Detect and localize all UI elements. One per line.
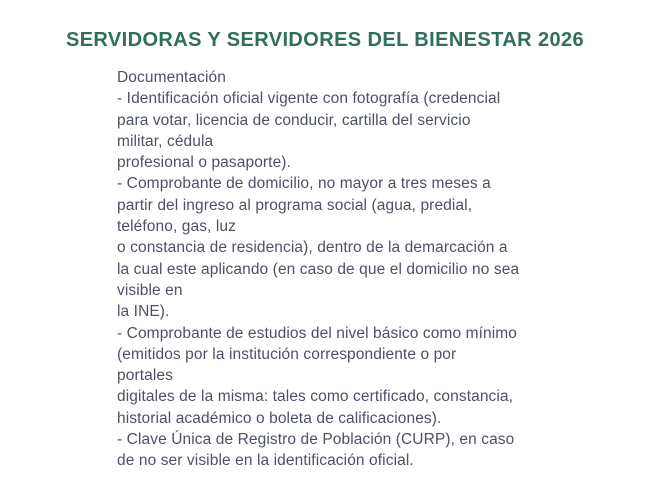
text-line: Documentación (117, 69, 226, 86)
text-line: - Identificación oficial vigente con fotografía (credencial (117, 90, 501, 108)
text-line: digitales de la misma: tales como certificado, constancia, (117, 388, 514, 406)
text-line: portales (117, 367, 173, 385)
text-line: teléfono, gas, luz (117, 218, 236, 236)
text-line: - Clave Única de Registro de Población (CURP), en caso (117, 431, 515, 449)
text-line: la cual este aplicando (en caso de que el domicilio no sea (117, 260, 520, 278)
text-line: de no ser visible en la identificación oficial. (117, 452, 414, 470)
text-line: (emitidos por la institución correspondiente o por (117, 345, 457, 363)
page-title: SERVIDORAS Y SERVIDORES DEL BIENESTAR 2026 (65, 29, 585, 51)
text-line: la INE). (117, 303, 170, 321)
text-line: partir del ingreso al programa social (agua, predial, (117, 196, 473, 214)
documentation-text-block (117, 67, 567, 472)
text-line: historial académico o boleta de calificaciones). (117, 409, 442, 427)
text-line: para votar, licencia de conducir, cartilla del servicio (117, 111, 471, 129)
text-line: - Comprobante de estudios del nivel básico como mínimo (117, 324, 517, 342)
text-line: visible en (117, 281, 183, 299)
text-line: - Comprobante de domicilio, no mayor a tres meses a (117, 175, 491, 193)
text-line: o constancia de residencia), dentro de la demarcación a (117, 239, 508, 257)
text-line: militar, cédula (117, 132, 214, 150)
text-line: profesional o pasaporte). (117, 154, 291, 172)
